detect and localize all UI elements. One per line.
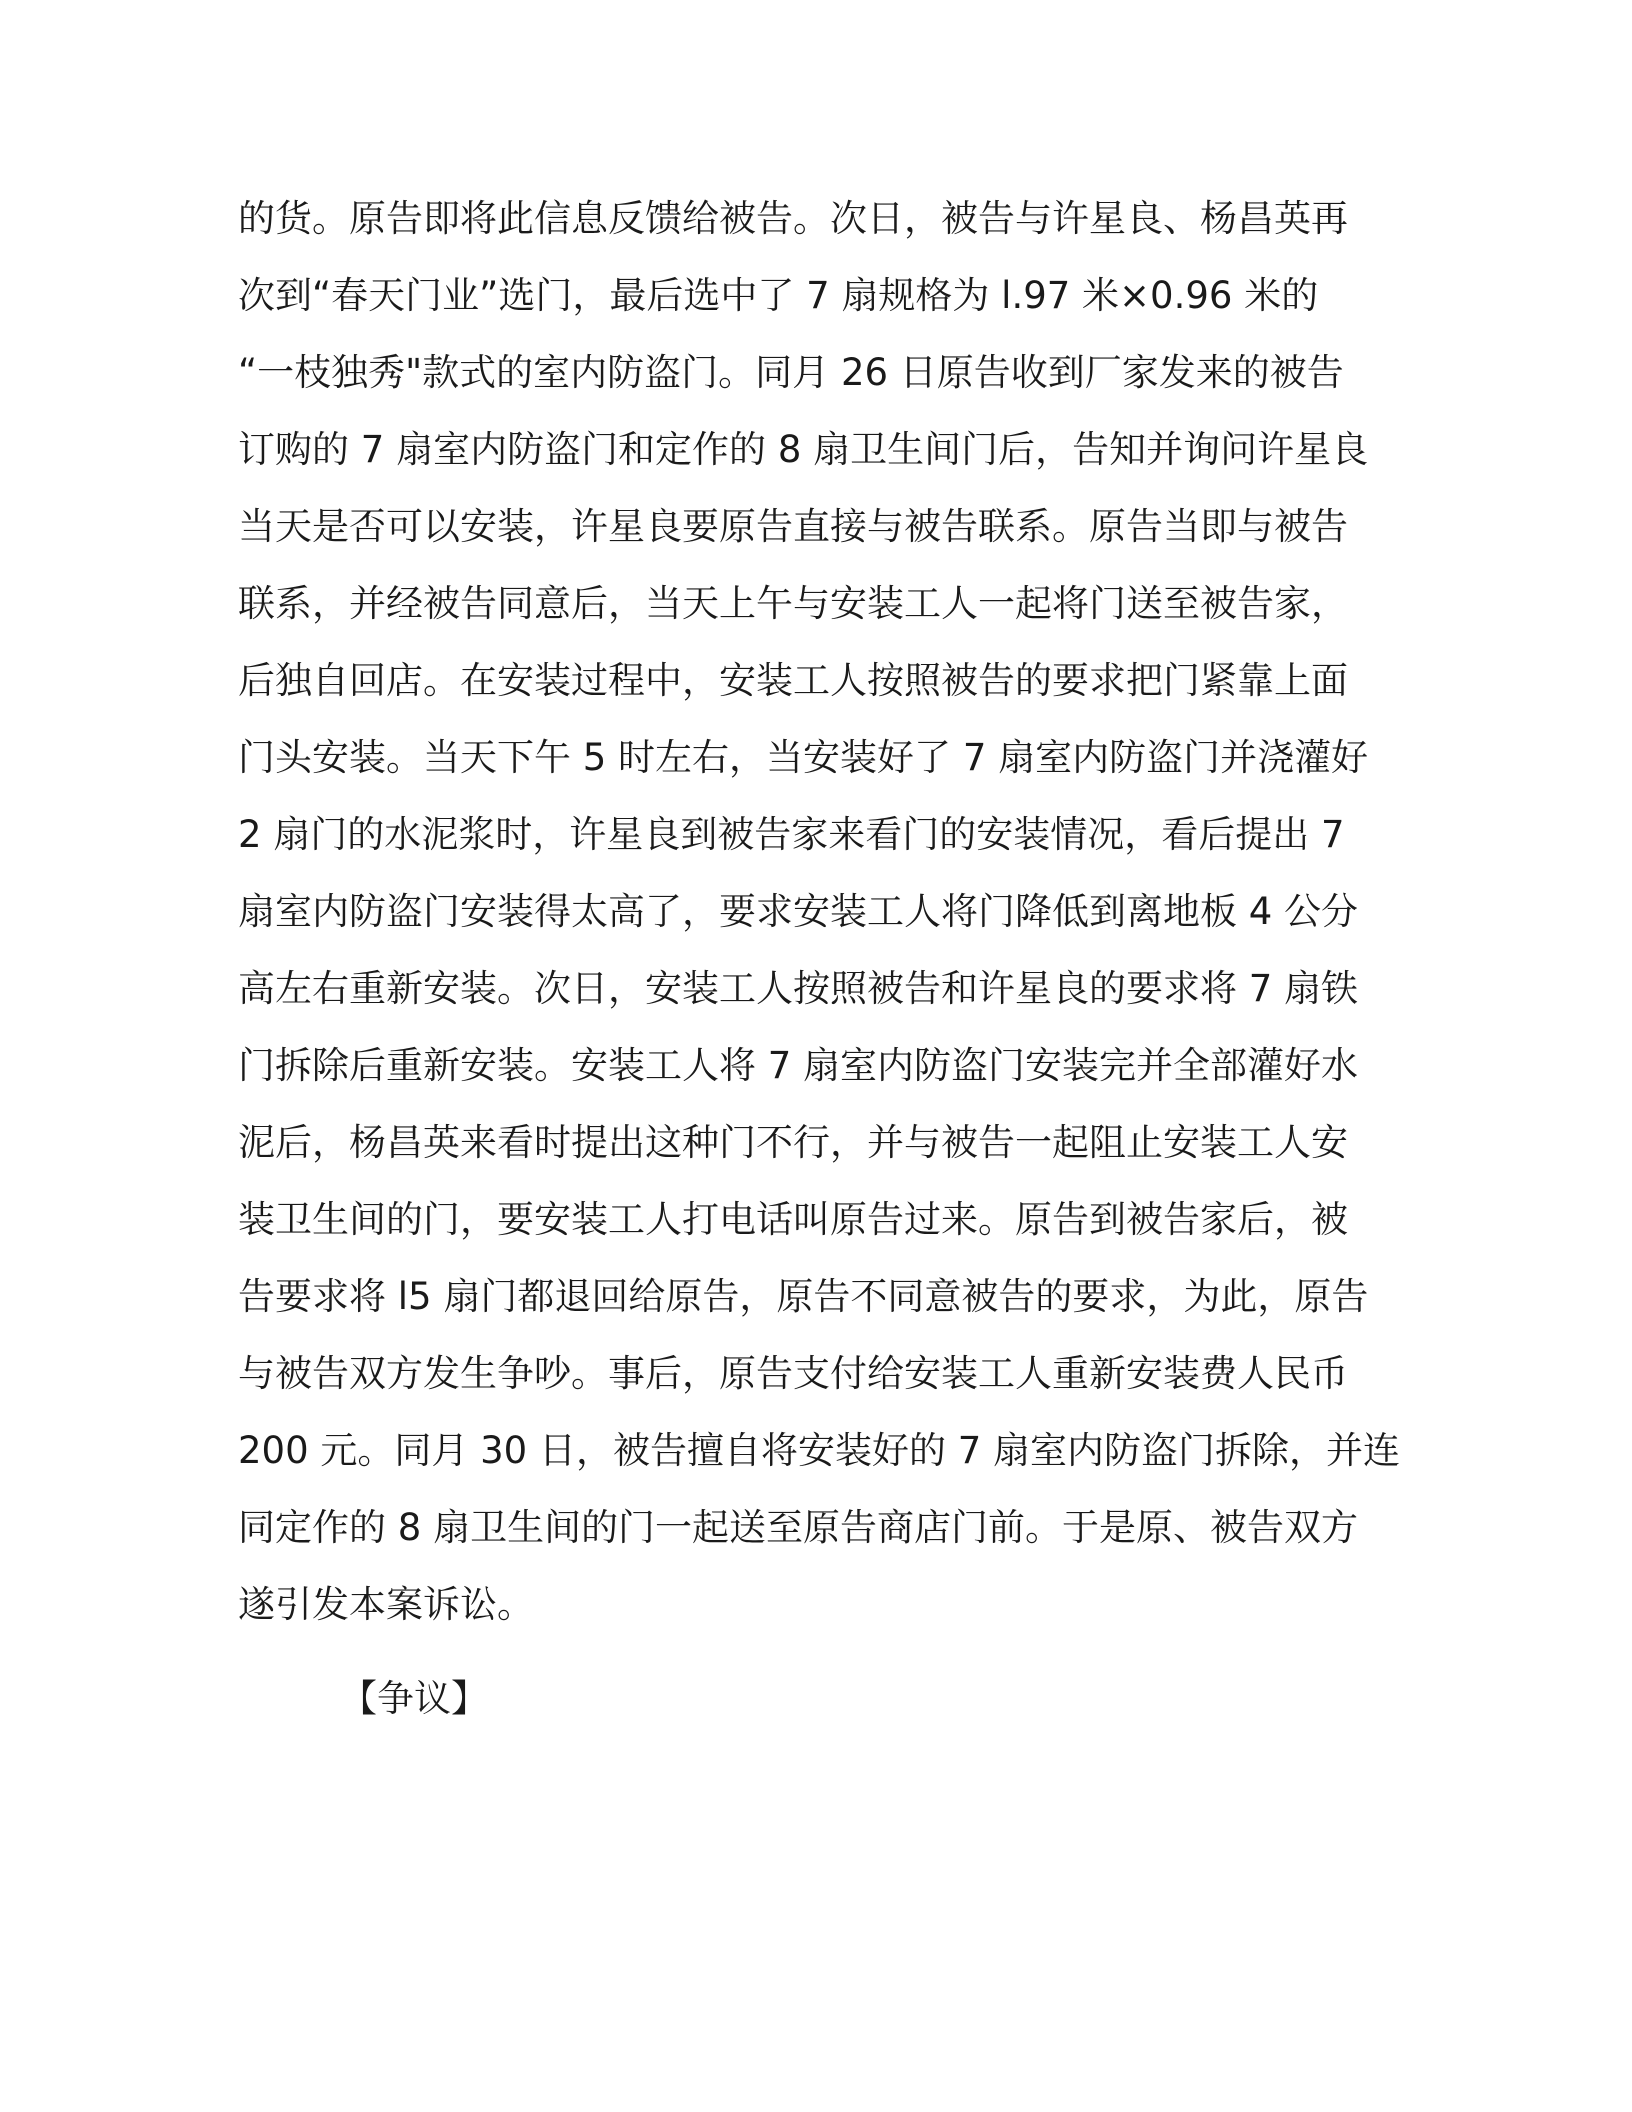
paragraph-line: “一枝独秀"款式的室内防盗门。同月 26 日原告收到厂家发来的被告	[238, 351, 1344, 394]
paragraph-line: 2 扇门的水泥浆时，许星良到被告家来看门的安装情况，看后提出 7	[238, 813, 1345, 856]
case-facts-paragraph	[238, 180, 1418, 1643]
paragraph-line: 门头安装。当天下午 5 时左右，当安装好了 7 扇室内防盗门并浇灌好	[238, 736, 1369, 779]
paragraph-line: 后独自回店。在安装过程中，安装工人按照被告的要求把门紧靠上面	[238, 659, 1348, 702]
paragraph-line: 同定作的 8 扇卫生间的门一起送至原告商店门前。于是原、被告双方	[238, 1506, 1359, 1549]
paragraph-line: 联系，并经被告同意后，当天上午与安装工人一起将门送至被告家，	[238, 582, 1348, 625]
paragraph-line: 扇室内防盗门安装得太高了，要求安装工人将门降低到离地板 4 公分	[238, 890, 1359, 933]
paragraph-line: 与被告双方发生争吵。事后，原告支付给安装工人重新安装费人民币	[238, 1352, 1348, 1395]
paragraph-line: 200 元。同月 30 日，被告擅自将安装好的 7 扇室内防盗门拆除，并连	[238, 1429, 1401, 1472]
paragraph-line: 次到“春天门业”选门，最后选中了 7 扇规格为 l.97 米×0.96 米的	[238, 274, 1319, 317]
paragraph-line: 装卫生间的门，要安装工人打电话叫原告过来。原告到被告家后，被	[238, 1198, 1348, 1241]
paragraph-line: 高左右重新安装。次日，安装工人按照被告和许星良的要求将 7 扇铁	[238, 967, 1359, 1010]
paragraph-line: 泥后，杨昌英来看时提出这种门不行，并与被告一起阻止安装工人安	[238, 1121, 1348, 1164]
paragraph-line: 订购的 7 扇室内防盗门和定作的 8 扇卫生间门后，告知并询问许星良	[238, 428, 1369, 471]
paragraph-line: 遂引发本案诉讼。	[238, 1583, 534, 1626]
paragraph-line: 当天是否可以安装，许星良要原告直接与被告联系。原告当即与被告	[238, 505, 1348, 548]
section-heading-dispute: 【争议】	[340, 1677, 488, 1720]
paragraph-line: 的货。原告即将此信息反馈给被告。次日，被告与许星良、杨昌英再	[238, 197, 1348, 240]
paragraph-line: 告要求将 l5 扇门都退回给原告，原告不同意被告的要求，为此，原告	[238, 1275, 1369, 1318]
paragraph-line: 门拆除后重新安装。安装工人将 7 扇室内防盗门安装完并全部灌好水	[238, 1044, 1359, 1087]
